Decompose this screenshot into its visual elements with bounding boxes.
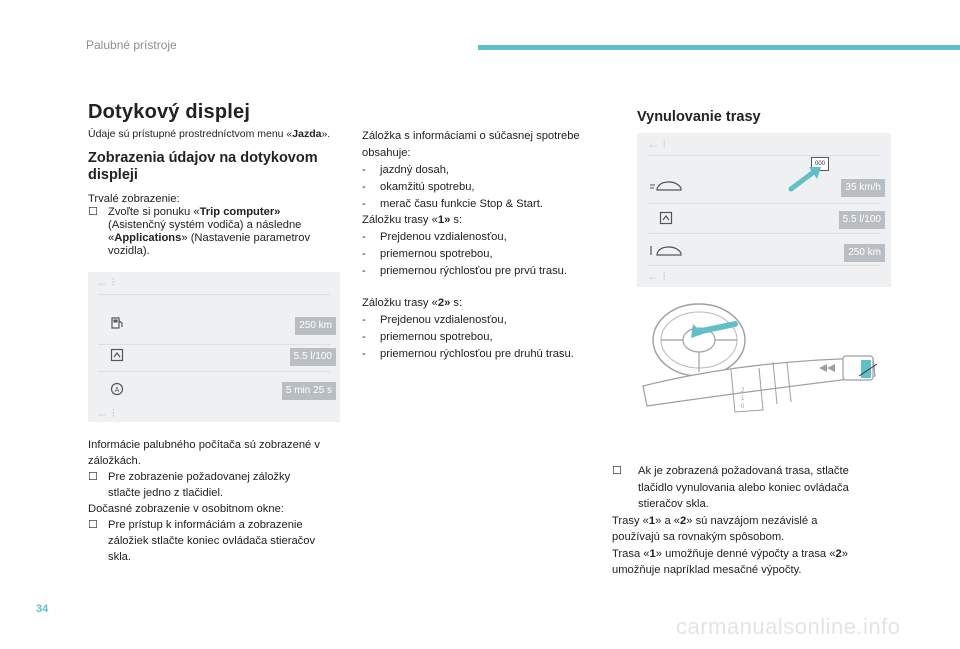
current-consumption-text: Záložka s informáciami o súčasnej spotrebe obsahuje: - jazdný dosah, - okamžitú spotrebu, - merač času funkcie Stop & Start. [362,130,580,210]
watermark: carmanualsonline.info [676,614,901,639]
consumption-value: 5.5 l/100 [839,211,885,229]
bullet-marker: ☐ [88,206,99,218]
svg-text:0: 0 [741,404,745,410]
info-text: Informácie palubného počítača sú zobrazené v záložkách. ☐ Pre zobrazenie požadovanej záložky stlačte jedno z tlačidiel. Dočasné zobrazenie v osobitnom okne: ☐ Pre prístup k informáciám a zobrazenie záložiek stlačte koniec ovládača stieračov skla. [88,439,320,563]
page-number: 34 [36,603,49,615]
section-title: Palubné prístroje [86,38,177,52]
distance-value: 250 km [844,244,885,262]
back-arrow-icon: ← ⁝ [647,269,667,283]
bullet-marker: ☐ [612,465,623,477]
intro-text: Údaje sú prístupné prostredníctvom menu «Jazda». [88,128,331,140]
pointer-arrow-icon [787,165,827,193]
svg-text:1: 1 [741,396,745,402]
trip-2-text: Záložku trasy «2» s: - Prejdenou vzdialenosťou, - priemernou spotrebou, - priemernou rýchlosťou pre druhú trasu. [362,297,574,360]
consumption-icon [659,211,673,225]
range-value: 250 km [295,317,336,335]
svg-text:A: A [114,387,120,394]
stop-start-icon [110,382,124,396]
speed-car-icon [649,179,683,193]
consumption-value: 5.5 l/100 [290,348,336,366]
stop-start-value: 5 min 25 s [282,382,336,400]
fuel-pump-icon [110,316,124,330]
bullet-marker: ☐ [88,471,99,483]
reset-button[interactable]: 000 [811,157,829,171]
distance-car-icon [649,244,683,258]
page-title: Dotykový displej [88,101,251,123]
back-arrow-icon: ← ⁝ [96,275,116,289]
wiper-stalk-illustration [637,300,891,430]
permanent-display-text: Trvalé zobrazenie: ☐ Zvoľte si ponuku «Trip computer» (Asistenčný systém vodiča) a následne «Applications» (Nastavenie parametrov vozidla). [88,193,311,257]
reset-trip-title: Vynulovanie trasy [637,109,761,125]
touchscreen-illustration-1 [88,272,340,422]
touchscreen-illustration-2 [637,133,891,287]
consumption-icon [110,348,124,362]
speed-value: 35 km/h [841,179,885,197]
trip-1-text: Záložku trasy «1» s: - Prejdenou vzdialenosťou, - priemernou spotrebou, - priemernou rýchlosťou pre prvú trasu. [362,214,568,277]
svg-text:2: 2 [741,388,745,394]
reset-instructions: ☐ Ak je zobrazená požadovaná trasa, stlačte tlačidlo vynulovania alebo koniec ovládača stieračov skla. Trasy «1» a «2» sú navzájom nezávislé a používajú sa rovnakým spôsobom. Trasa «1» umožňuje denné výpočty a trasa «2» umožňuje napríklad mesačné výpočty. [612,465,849,576]
back-arrow-icon: ← ⁝ [647,137,667,151]
bullet-marker: ☐ [88,519,99,531]
back-arrow-icon: ← ⁝ [96,406,116,420]
subsection-title: Zobrazenia údajov na dotykovom displeji [88,150,318,183]
header-accent-bar [478,45,960,50]
